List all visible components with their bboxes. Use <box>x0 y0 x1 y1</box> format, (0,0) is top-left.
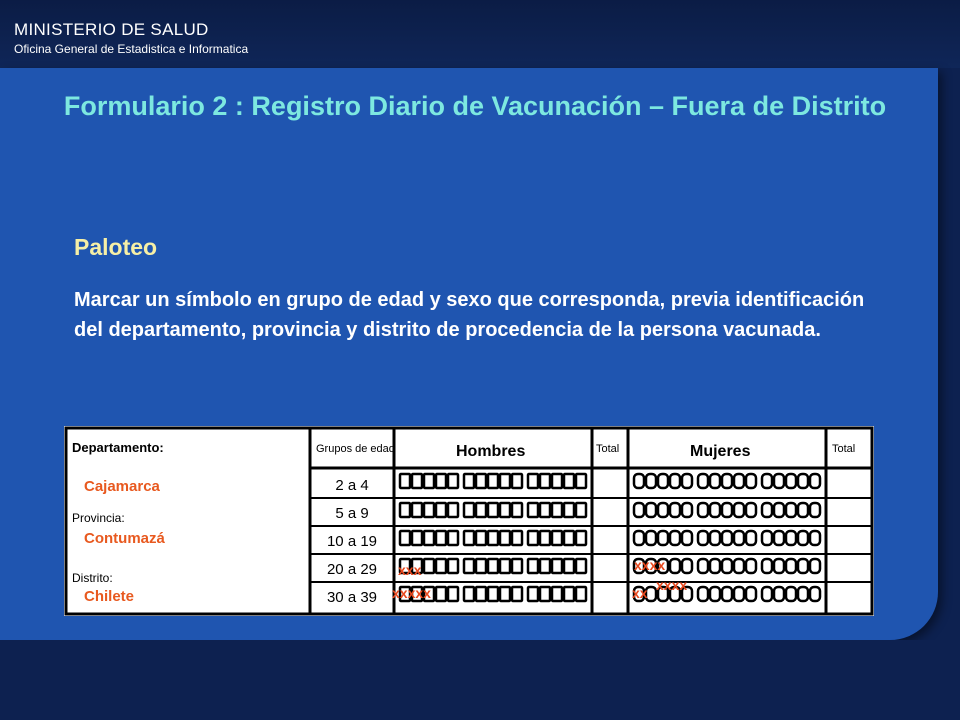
tally-box <box>464 587 474 601</box>
tally-box <box>448 559 458 573</box>
tally-box <box>762 559 772 573</box>
tally-box <box>552 587 562 601</box>
tally-box <box>528 559 538 573</box>
tally-box <box>682 474 692 488</box>
tally-box <box>698 503 708 517</box>
tally-box <box>464 503 474 517</box>
tally-box <box>400 531 410 545</box>
tally-box <box>646 474 656 488</box>
tally-box <box>658 503 668 517</box>
tally-box <box>576 531 586 545</box>
tally-box <box>540 531 550 545</box>
distrito-value: Chilete <box>84 588 135 605</box>
tally-box <box>436 503 446 517</box>
tally-box <box>774 559 784 573</box>
tally-box <box>682 559 692 573</box>
tally-box <box>786 531 796 545</box>
tally-box <box>448 474 458 488</box>
provincia-value: Contumazá <box>84 530 165 547</box>
tally-box <box>500 503 510 517</box>
tally-box <box>500 587 510 601</box>
tally-box <box>710 559 720 573</box>
tally-box <box>746 531 756 545</box>
tally-box <box>798 474 808 488</box>
tally-box <box>576 474 586 488</box>
tally-box <box>476 559 486 573</box>
tally-box <box>774 474 784 488</box>
tally-box <box>488 587 498 601</box>
tally-box <box>564 559 574 573</box>
tally-box <box>746 559 756 573</box>
tally-box <box>710 503 720 517</box>
tally-box <box>576 503 586 517</box>
tally-box <box>670 559 680 573</box>
tally-box <box>670 474 680 488</box>
tally-box <box>786 474 796 488</box>
age-group-label: 2 a 4 <box>335 477 369 494</box>
tally-box <box>734 531 744 545</box>
tally-box <box>448 587 458 601</box>
tally-box <box>540 559 550 573</box>
tally-box <box>658 474 668 488</box>
tally-box <box>564 503 574 517</box>
tally-box <box>500 531 510 545</box>
header-men: Hombres <box>456 443 526 460</box>
tally-box <box>424 531 434 545</box>
tally-box <box>540 474 550 488</box>
tally-box <box>786 559 796 573</box>
tally-box <box>476 587 486 601</box>
tally-box <box>448 503 458 517</box>
departamento-value: Cajamarca <box>84 478 160 495</box>
tally-box <box>734 503 744 517</box>
tally-box <box>810 559 820 573</box>
tally-box <box>552 559 562 573</box>
tally-box <box>646 503 656 517</box>
tally-box <box>500 559 510 573</box>
tally-box <box>576 587 586 601</box>
tally-box <box>710 587 720 601</box>
tally-box <box>436 587 446 601</box>
tally-box <box>786 503 796 517</box>
tally-box <box>464 474 474 488</box>
tally-women-30-39-a: xx <box>632 585 648 601</box>
tally-box <box>698 559 708 573</box>
tally-box <box>722 531 732 545</box>
tally-box <box>412 531 422 545</box>
tally-box <box>798 531 808 545</box>
tally-box <box>412 474 422 488</box>
label-provincia: Provincia: <box>72 511 125 525</box>
tally-box <box>552 474 562 488</box>
tally-box <box>448 531 458 545</box>
tally-box <box>746 587 756 601</box>
tally-box <box>512 531 522 545</box>
tally-box <box>564 587 574 601</box>
tally-box <box>746 474 756 488</box>
tally-box <box>798 559 808 573</box>
tally-box <box>762 587 772 601</box>
tally-box <box>698 587 708 601</box>
tally-box <box>762 531 772 545</box>
tally-box <box>762 474 772 488</box>
tally-box <box>734 587 744 601</box>
ministry-name: MINISTERIO DE SALUD <box>14 20 209 39</box>
label-departamento: Departamento: <box>72 440 164 455</box>
tally-box <box>464 531 474 545</box>
tally-box <box>774 503 784 517</box>
tally-box <box>564 474 574 488</box>
tally-box <box>528 531 538 545</box>
tally-box <box>774 587 784 601</box>
age-group-label: 20 a 29 <box>326 561 378 578</box>
age-group-label: 5 a 9 <box>335 505 369 522</box>
tally-box <box>528 503 538 517</box>
tally-box <box>476 503 486 517</box>
tally-box <box>722 474 732 488</box>
tally-box <box>488 531 498 545</box>
label-distrito: Distrito: <box>72 571 113 585</box>
tally-box <box>424 474 434 488</box>
tally-box <box>810 474 820 488</box>
header-band <box>0 0 960 68</box>
tally-box <box>476 531 486 545</box>
vaccination-form <box>64 426 874 616</box>
tally-box <box>488 559 498 573</box>
age-group-label: 30 a 39 <box>326 589 378 606</box>
tally-box <box>512 559 522 573</box>
tally-box <box>670 531 680 545</box>
tally-box <box>436 474 446 488</box>
tally-box <box>810 587 820 601</box>
tally-box <box>798 503 808 517</box>
tally-box <box>552 503 562 517</box>
header-total-women: Total <box>832 443 856 455</box>
form-grid <box>64 426 874 616</box>
tally-women-20-29: xxxx <box>634 557 666 573</box>
footer-band <box>0 640 960 720</box>
tally-box <box>734 474 744 488</box>
tally-box <box>710 531 720 545</box>
ministry-office: Oficina General de Estadistica e Informatica <box>14 42 249 56</box>
tally-box <box>500 474 510 488</box>
tally-box <box>552 531 562 545</box>
tally-box <box>710 474 720 488</box>
tally-box <box>528 474 538 488</box>
tally-box <box>774 531 784 545</box>
tally-box <box>400 474 410 488</box>
tally-box <box>424 503 434 517</box>
tally-men-30-39: xxxxx <box>392 585 431 601</box>
tally-box <box>634 474 644 488</box>
tally-box <box>464 559 474 573</box>
tally-box <box>576 559 586 573</box>
tally-box <box>786 587 796 601</box>
tally-box <box>682 503 692 517</box>
tally-box <box>488 474 498 488</box>
tally-box <box>564 531 574 545</box>
header-total-men: Total <box>596 443 620 455</box>
tally-box <box>798 587 808 601</box>
tally-box <box>412 503 422 517</box>
tally-box <box>528 587 538 601</box>
tally-box <box>722 503 732 517</box>
slide-title: Formulario 2 : Registro Diario de Vacunación – Fuera de Distrito <box>63 91 887 121</box>
tally-box <box>698 531 708 545</box>
tally-box <box>436 559 446 573</box>
tally-box <box>400 503 410 517</box>
tally-box <box>512 474 522 488</box>
tally-women-30-39-b: xxxx <box>656 577 688 593</box>
tally-box <box>540 503 550 517</box>
tally-box <box>810 503 820 517</box>
tally-box <box>746 503 756 517</box>
tally-box <box>658 531 668 545</box>
age-group-label: 10 a 19 <box>326 533 378 550</box>
tally-box <box>488 503 498 517</box>
tally-box <box>646 531 656 545</box>
tally-box <box>722 559 732 573</box>
tally-box <box>762 503 772 517</box>
tally-box <box>670 503 680 517</box>
tally-box <box>512 503 522 517</box>
tally-box <box>682 531 692 545</box>
instructions-text: Marcar un símbolo en grupo de edad y sexo que corresponda, previa identificación del departamento, provincia y distrito de procedencia de la persona vacunada. <box>74 289 865 341</box>
tally-box <box>810 531 820 545</box>
tally-box <box>476 474 486 488</box>
tally-box <box>424 559 434 573</box>
tally-box <box>698 474 708 488</box>
tally-men-20-29: xxx <box>398 562 422 578</box>
header-women: Mujeres <box>690 443 751 460</box>
tally-box <box>634 503 644 517</box>
tally-box <box>634 531 644 545</box>
tally-box <box>734 559 744 573</box>
tally-box <box>512 587 522 601</box>
section-heading: Paloteo <box>74 234 158 260</box>
tally-box <box>540 587 550 601</box>
tally-box <box>722 587 732 601</box>
tally-box <box>436 531 446 545</box>
header-age-groups: Grupos de edad <box>316 443 395 455</box>
